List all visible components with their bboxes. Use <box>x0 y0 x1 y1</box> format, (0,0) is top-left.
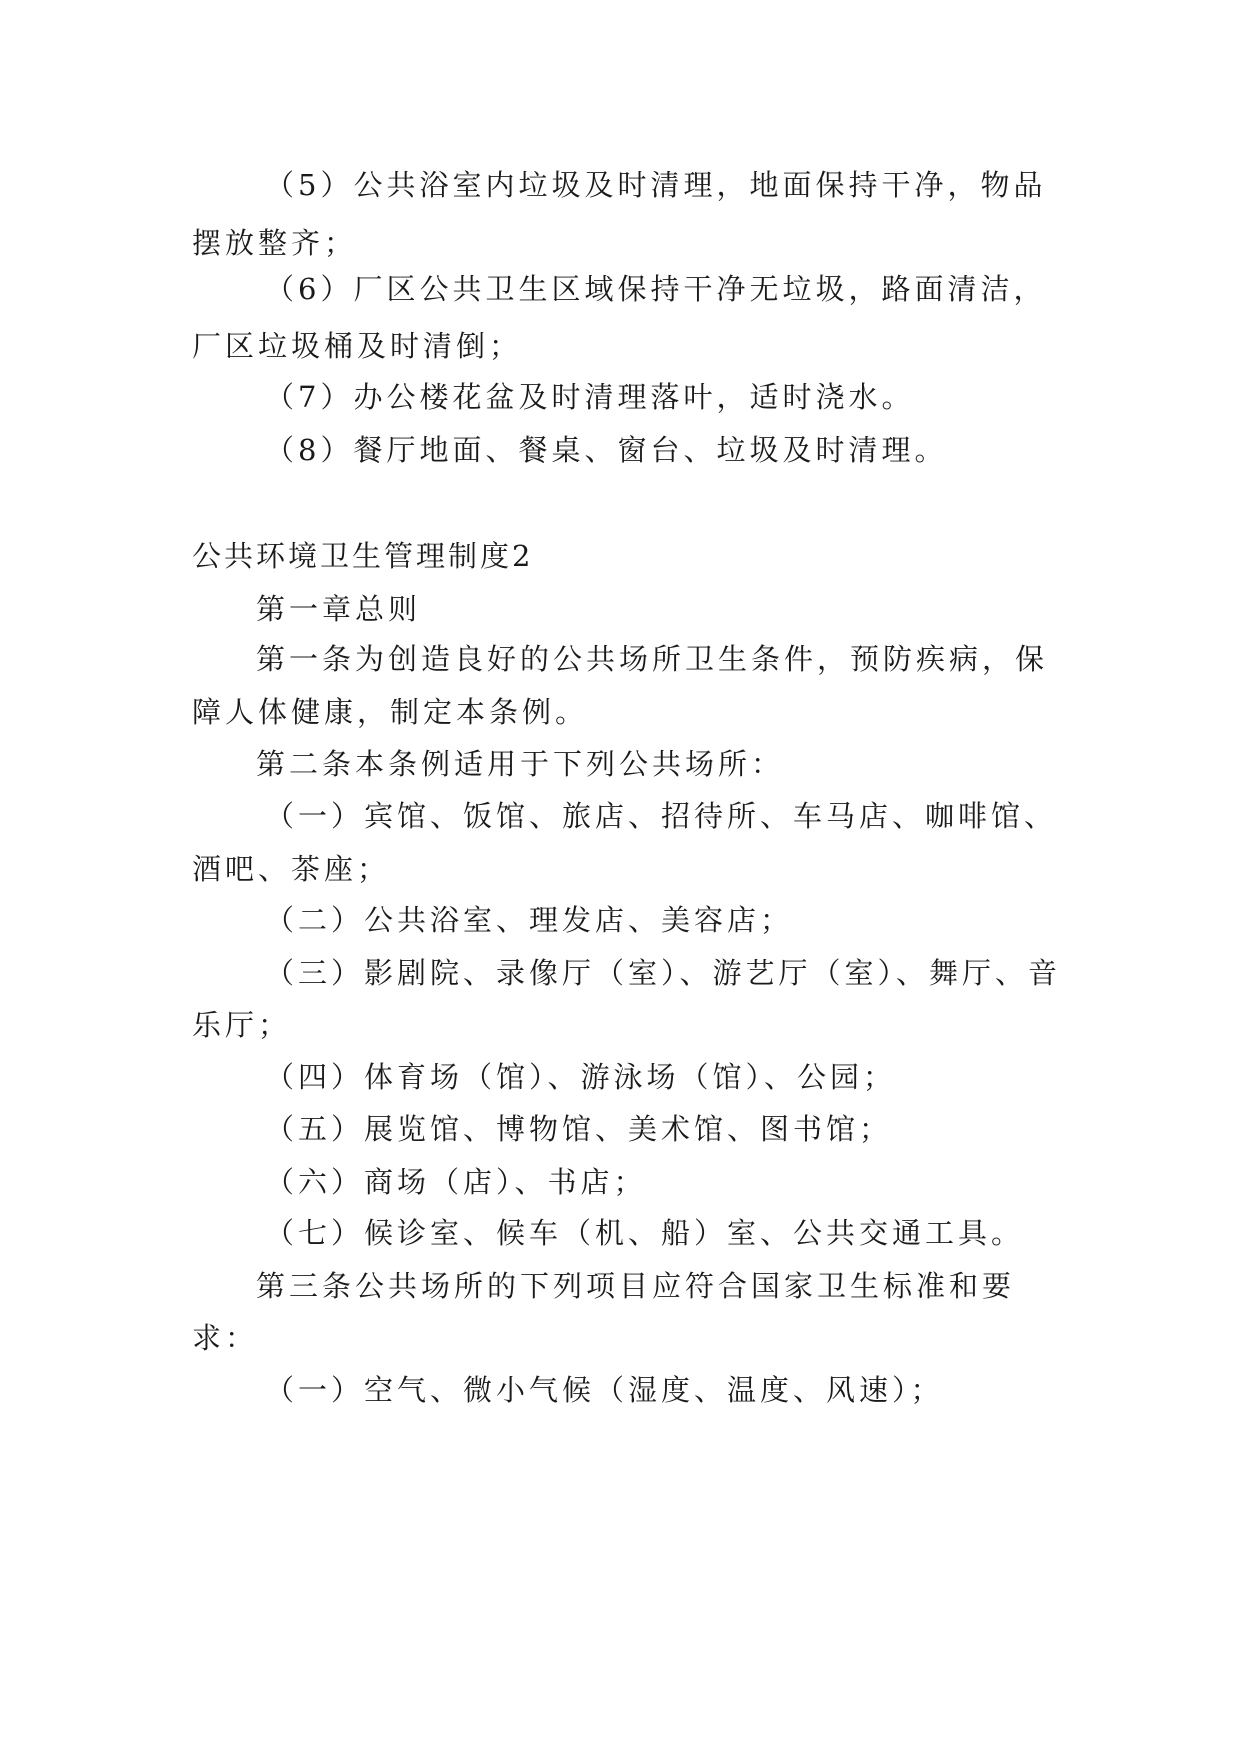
article-2-item-1-line-2: 酒吧、茶座； <box>192 852 391 886</box>
article-2-item-5: （五）展览馆、博物馆、美术馆、图书馆； <box>265 1112 893 1146</box>
article-3-line-1: 第三条公共场所的下列项目应符合国家卫生标准和要 <box>256 1269 1016 1303</box>
item-7: （7）办公楼花盆及时清理落叶，适时浇水。 <box>265 380 915 414</box>
article-2-item-6: （六）商场（店）、书店； <box>265 1165 647 1199</box>
chapter-heading: 第一章总则 <box>256 592 422 626</box>
article-2-item-3-line-2: 乐厅； <box>192 1008 292 1042</box>
article-2-item-2: （二）公共浴室、理发店、美容店； <box>265 903 794 937</box>
item-6-line-2: 厂区垃圾桶及时清倒； <box>192 329 523 363</box>
article-3-line-2: 求： <box>192 1321 259 1355</box>
article-1-line-2: 障人体健康，制定本条例。 <box>192 695 589 729</box>
article-2: 第二条本条例适用于下列公共场所： <box>256 747 785 781</box>
item-5-line-1: （5）公共浴室内垃圾及时清理，地面保持干净，物品 <box>265 168 1047 202</box>
article-2-item-4: （四）体育场（馆）、游泳场（馆）、公园； <box>265 1060 897 1094</box>
article-2-item-3-line-1: （三）影剧院、录像厅（室）、游艺厅（室）、舞厅、音 <box>265 956 1062 990</box>
article-2-item-1-line-1: （一）宾馆、饭馆、旅店、招待所、车马店、咖啡馆、 <box>265 799 1058 833</box>
article-1-line-1: 第一条为创造良好的公共场所卫生条件，预防疾病，保 <box>256 642 1049 676</box>
article-3-item-1: （一）空气、微小气候（湿度、温度、风速）； <box>265 1373 944 1407</box>
section-title: 公共环境卫生管理制度2 <box>192 539 534 573</box>
item-8: （8）餐厅地面、餐桌、窗台、垃圾及时清理。 <box>265 433 948 467</box>
article-2-item-7: （七）候诊室、候车（机、船）室、公共交通工具。 <box>265 1216 1025 1250</box>
item-5-line-2: 摆放整齐； <box>192 226 358 260</box>
item-6-line-1: （6）厂区公共卫生区域保持干净无垃圾，路面清洁， <box>265 272 1047 306</box>
